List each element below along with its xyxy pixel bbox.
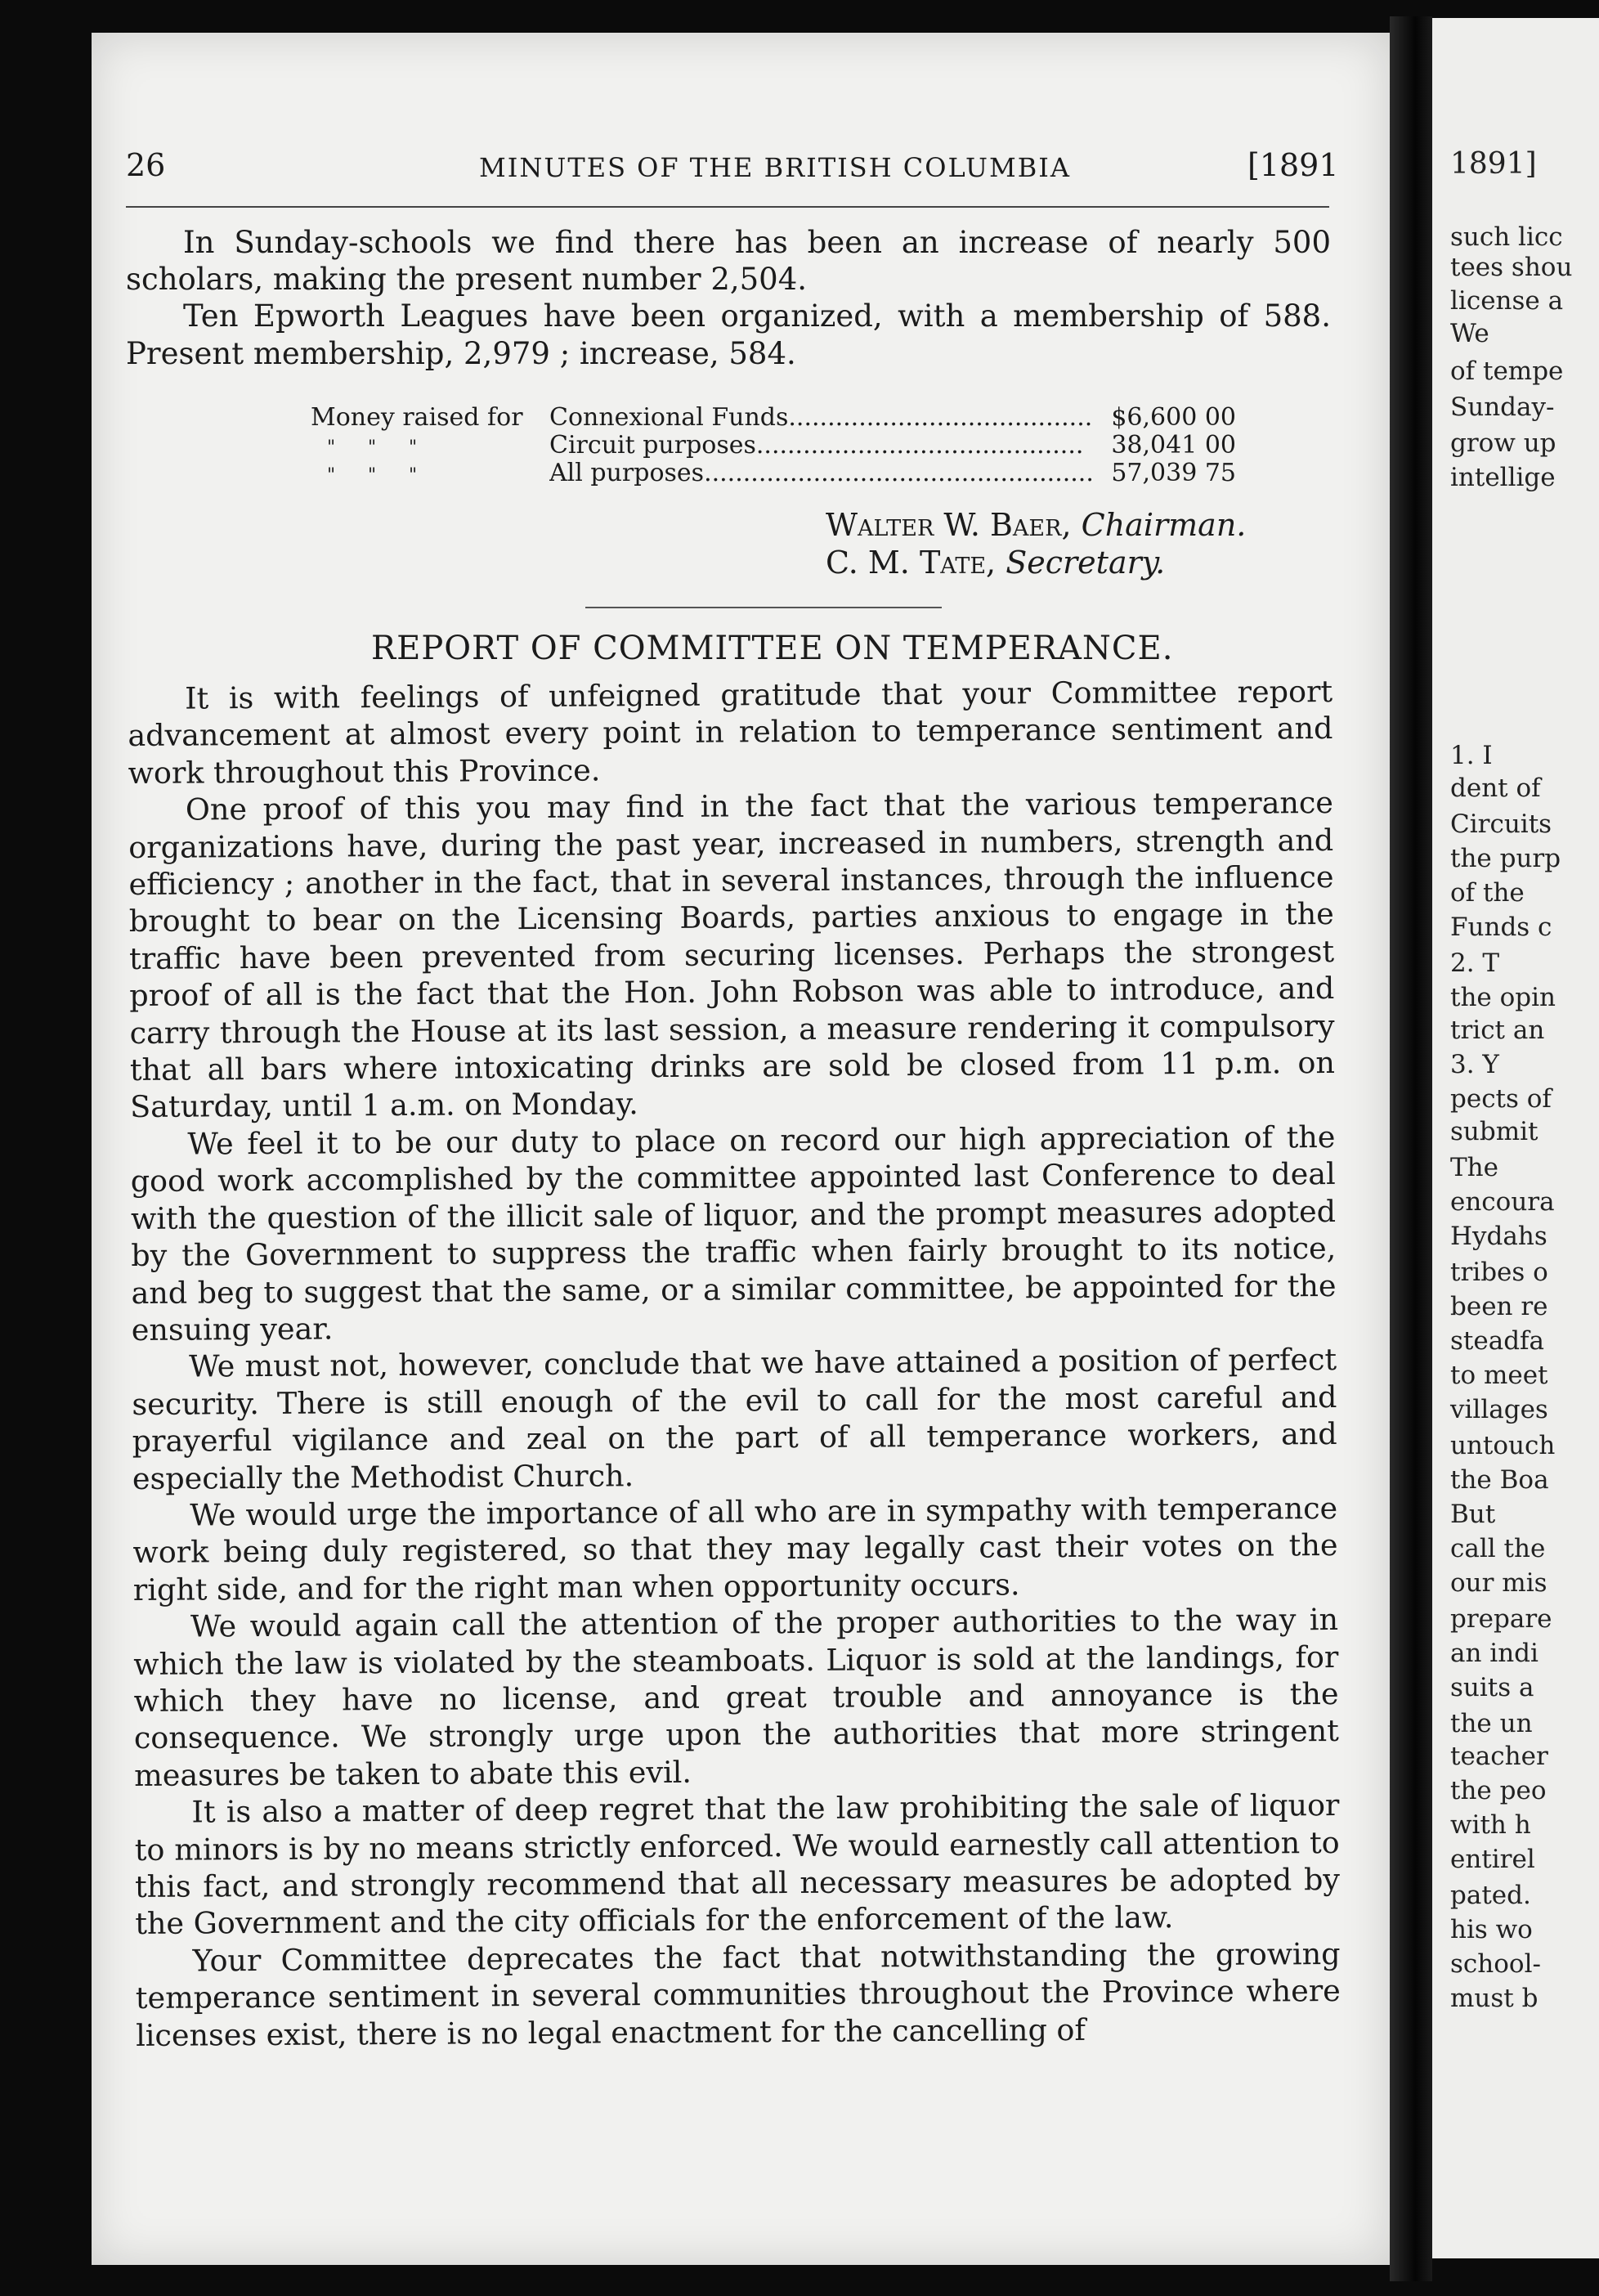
- right-page-line: The: [1450, 1153, 1498, 1182]
- right-page-line: submit: [1450, 1117, 1539, 1146]
- paragraph: One proof of this you may find in the fact that the various temperance organizations have, during the past year, increased in numbers, strength and efficiency ; another in the fact, that in several instances, through the influence brought to bear on the Licensing Boards, parties anxious to engage in the traffic have been prevented from securing licenses. Perhaps the strongest proof of all is the fact that the Hon. John Robson was able to introduce, and carry through the House at its last session, a measure rendering it compulsory that all bars where intoxicating drinks are sold be closed from 11 p.m. on Saturday, until 1 a.m. on Monday.: [128, 785, 1336, 1125]
- funds-amount: 57,039 75: [1111, 459, 1236, 487]
- right-page-line: the un: [1450, 1709, 1533, 1738]
- paragraph: In Sunday-schools we find there has been an increase of nearly 500 scholars, making the present number 2,504.: [126, 225, 1331, 298]
- right-page-line: Funds c: [1450, 913, 1552, 942]
- signature-role: Chairman.: [1081, 507, 1247, 543]
- funds-description: Connexional Funds.......................................: [549, 404, 1093, 432]
- right-page-year: 1891]: [1450, 147, 1537, 181]
- right-page-line: 1. I: [1450, 741, 1493, 770]
- right-page-line: untouch: [1450, 1431, 1556, 1460]
- right-page-line: of tempe: [1450, 357, 1564, 386]
- funds-row: [311, 404, 1236, 432]
- ditto-mark: ": [408, 465, 418, 486]
- right-page-line: suits a: [1450, 1673, 1534, 1702]
- right-page-line: school-: [1450, 1949, 1541, 1979]
- right-page-line: Sunday-: [1450, 392, 1555, 422]
- ditto-marks: [311, 460, 549, 487]
- right-page: [1432, 18, 1599, 2258]
- right-page-line: an indi: [1450, 1639, 1539, 1668]
- right-page-line: his wo: [1450, 1915, 1533, 1944]
- right-page-line: the peo: [1450, 1776, 1547, 1805]
- page-number: 26: [126, 147, 166, 183]
- report-title: REPORT OF COMMITTEE ON TEMPERANCE.: [371, 630, 1174, 667]
- right-page-line: pects of: [1450, 1084, 1552, 1114]
- right-page-line: encoura: [1450, 1187, 1555, 1217]
- ditto-marks: [311, 432, 549, 460]
- book-gutter: [1390, 16, 1432, 2281]
- signature-role: Secretary.: [1006, 545, 1166, 581]
- section-divider: [585, 607, 942, 608]
- right-page-line: pated.: [1450, 1881, 1531, 1910]
- right-page-line: trict an: [1450, 1016, 1545, 1045]
- right-page-line: prepare: [1450, 1604, 1552, 1634]
- paragraph: We feel it to be our duty to place on record our high appreciation of the good work accomplished by the committee appointed last Conference to deal with the question of the illicit sale of liquor, and the prompt measures adopted by the Government to suppress the traffic when fairly brought to its notice, and beg to suggest that the same, or a similar committee, be appointed for the ensuing year.: [130, 1119, 1337, 1348]
- right-page-line: tribes o: [1450, 1258, 1548, 1287]
- funds-description: All purposes..................................................: [549, 460, 1094, 487]
- signature-secretary: [826, 545, 1165, 581]
- right-page-line: grow up: [1450, 428, 1556, 458]
- right-page-line: villages: [1450, 1395, 1548, 1424]
- paragraph: Your Committee deprecates the fact that notwithstanding the growing temperance sentiment in several communities throughout the Province where licenses exist, there is no legal enactment for the cancelling of: [135, 1935, 1341, 2053]
- right-page-line: of the: [1450, 878, 1525, 908]
- right-page-line: 2. T: [1450, 948, 1500, 978]
- paragraph: It is with feelings of unfeigned gratitude that your Committee report advancement at almost every point in relation to temperance sentiment and work throughout this Province.: [128, 673, 1333, 791]
- funds-label: Money raised for: [311, 403, 523, 432]
- right-page-line: with h: [1450, 1810, 1531, 1840]
- paragraph: It is also a matter of deep regret that the law prohibiting the sale of liquor to minors is by no means strictly enforced. We would earnestly call attention to this fact, and strongly recommend that all necessary measures be adopted by the Government and the city officials for the enforcement of the law.: [134, 1787, 1341, 1942]
- right-page-line: steadfa: [1450, 1326, 1544, 1356]
- right-page-line: the purp: [1450, 844, 1561, 873]
- paragraph: We must not, however, conclude that we have attained a position of perfect security. There is still enough of the evil to call for the most careful and prayerful vigilance and zeal on the part of all temperance workers, and especially the Methodist Church.: [132, 1342, 1337, 1496]
- right-page-line: call the: [1450, 1534, 1546, 1563]
- right-page-line: intellige: [1450, 463, 1556, 492]
- signature-name: Walter W. Baer,: [826, 507, 1072, 543]
- signature-name: C. M. Tate,: [826, 545, 997, 581]
- right-page-line: such licc: [1450, 222, 1563, 252]
- running-title: MINUTES OF THE BRITISH COLUMBIA: [479, 152, 1072, 183]
- report-body: [128, 673, 1341, 2054]
- right-page-line: But: [1450, 1500, 1496, 1529]
- ditto-mark: ": [367, 465, 377, 486]
- right-page-line: Circuits: [1450, 809, 1552, 839]
- ditto-mark: ": [326, 437, 336, 458]
- funds-description: Circuit purposes..........................................: [549, 432, 1084, 460]
- right-page-line: teacher: [1450, 1742, 1548, 1771]
- paragraph: We would again call the attention of the proper authorities to the way in which the law is violated by the steamboats. Liquor is sold at the landings, for which they have no license, and great trouble and annoyance is the consequence. We strongly urge upon the authorities that more stringent measures be taken to abate this evil.: [133, 1602, 1340, 1793]
- right-page-line: the Boa: [1450, 1465, 1549, 1495]
- right-page-line: been re: [1450, 1292, 1548, 1321]
- right-page-line: the opin: [1450, 983, 1556, 1012]
- funds-amount: $6,600 00: [1111, 403, 1236, 432]
- funds-row: [311, 460, 1236, 487]
- right-page-line: dent of: [1450, 774, 1541, 803]
- header-rule: [126, 206, 1329, 208]
- ditto-mark: ": [367, 437, 377, 458]
- paragraph: Ten Epworth Leagues have been organized, with a membership of 588. Present membership, 2,979 ; increase, 584.: [126, 298, 1331, 371]
- ditto-mark: ": [408, 437, 418, 458]
- intro-text: [126, 224, 1331, 372]
- right-page-line: entirel: [1450, 1845, 1535, 1874]
- right-page-line: must b: [1450, 1984, 1539, 2013]
- right-page-line: license a: [1450, 286, 1564, 316]
- right-page-line: 3. Y: [1450, 1050, 1499, 1079]
- right-page-line: Hydahs: [1450, 1222, 1547, 1251]
- right-page-line: to meet: [1450, 1361, 1548, 1390]
- funds-row: [311, 432, 1236, 460]
- paragraph: We would urge the importance of all who are in sympathy with temperance work being duly registered, so that they may legally cast their votes on the right side, and for the right man when opportunity occurs.: [132, 1490, 1338, 1608]
- ditto-mark: ": [326, 465, 336, 486]
- right-page-line: We: [1450, 319, 1489, 348]
- right-page-line: tees shou: [1450, 253, 1573, 282]
- right-page-line: our mis: [1450, 1568, 1547, 1598]
- header-year: [1891: [1247, 147, 1339, 183]
- funds-table: [311, 404, 1236, 487]
- funds-amount: 38,041 00: [1111, 431, 1236, 460]
- signature-chairman: [826, 507, 1246, 543]
